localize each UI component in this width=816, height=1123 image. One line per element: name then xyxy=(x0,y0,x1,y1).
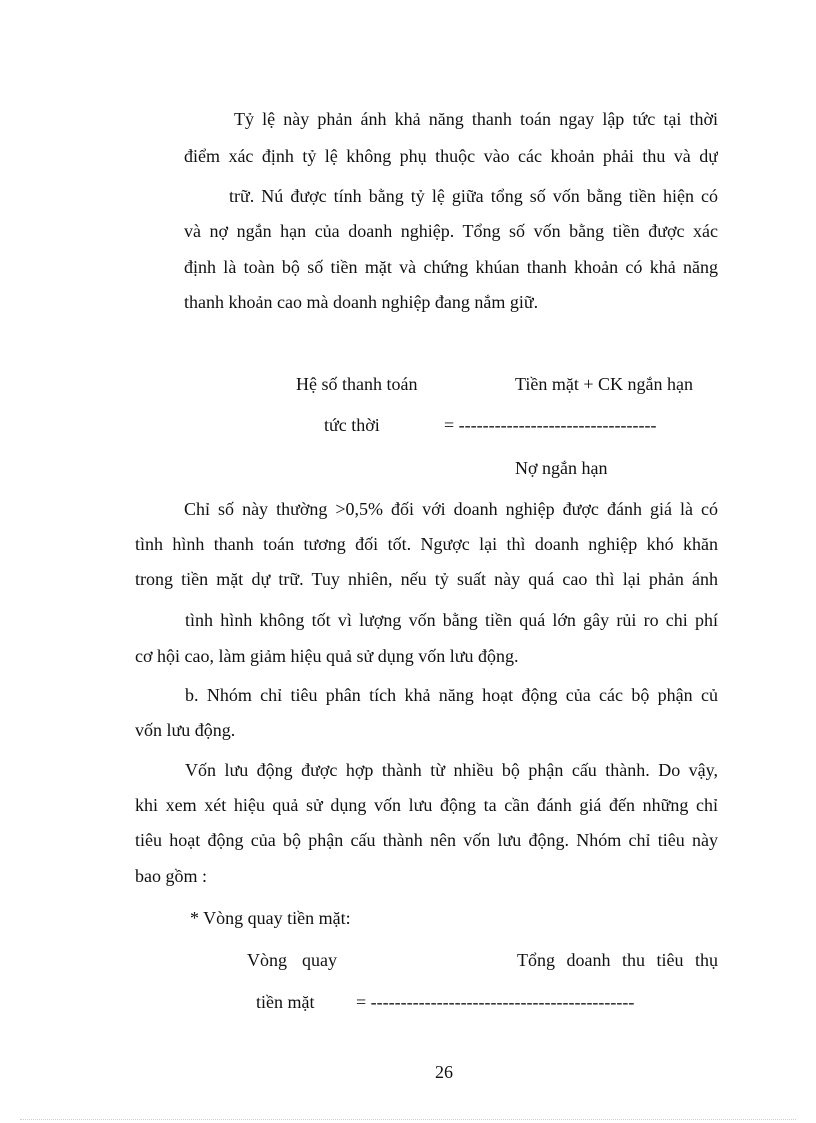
paragraph-line: Vốn lưu động được hợp thành từ nhiều bộ phận cấu thành. Do vậy, xyxy=(185,760,718,780)
formula-fraction-line: = --------------------------------- xyxy=(444,415,657,435)
paragraph-line: khi xem xét hiệu quả sử dụng vốn lưu động ta cần đánh giá đến những chỉ xyxy=(135,795,718,815)
bullet-item: * Vòng quay tiền mặt: xyxy=(190,908,351,928)
paragraph-line: và nợ ngắn hạn của doanh nghiệp. Tổng số vốn bằng tiền được xác xyxy=(184,221,718,241)
formula-label: Vòng quay xyxy=(247,950,337,970)
formula-label: Hệ số thanh toán xyxy=(296,374,418,394)
paragraph-line: tình hình thanh toán tương đối tốt. Ngược lại thì doanh nghiệp khó khăn xyxy=(135,534,718,554)
paragraph-line: Chỉ số này thường >0,5% đối với doanh nghiệp được đánh giá là có xyxy=(184,499,718,519)
paragraph-line: bao gồm : xyxy=(135,866,207,886)
formula-label: tức thời xyxy=(324,415,380,435)
formula-numerator: Tổng doanh thu tiêu thụ xyxy=(517,950,718,970)
formula-fraction-line: = -------------------------------------------- xyxy=(356,992,635,1012)
section-heading: b. Nhóm chỉ tiêu phân tích khả năng hoạt động của các bộ phận củ xyxy=(185,685,718,705)
page-bottom-divider xyxy=(20,1119,796,1120)
paragraph-line: Tỷ lệ này phản ánh khả năng thanh toán ngay lập tức tại thời xyxy=(234,109,718,129)
paragraph-line: điểm xác định tỷ lệ không phụ thuộc vào các khoản phải thu và dự xyxy=(184,146,718,166)
formula-denominator: Nợ ngắn hạn xyxy=(515,458,608,478)
paragraph-line: cơ hội cao, làm giảm hiệu quả sử dụng vốn lưu động. xyxy=(135,646,519,666)
page-number: 26 xyxy=(435,1062,453,1082)
formula-numerator: Tiền mặt + CK ngắn hạn xyxy=(515,374,693,394)
paragraph-line: định là toàn bộ số tiền mặt và chứng khúan thanh khoản có khả năng xyxy=(184,257,718,277)
paragraph-line: thanh khoản cao mà doanh nghiệp đang nắm giữ. xyxy=(184,292,539,312)
section-heading: vốn lưu động. xyxy=(135,720,236,740)
paragraph-line: trong tiền mặt dự trữ. Tuy nhiên, nếu tỷ suất này quá cao thì lại phản ánh xyxy=(135,569,718,589)
formula-label: tiền mặt xyxy=(256,992,315,1012)
paragraph-line: trữ. Nú được tính bằng tỷ lệ giữa tổng số vốn bằng tiền hiện có xyxy=(229,186,718,206)
paragraph-line: tiêu hoạt động của bộ phận cấu thành nên vốn lưu động. Nhóm chỉ tiêu này xyxy=(135,830,718,850)
paragraph-line: tình hình không tốt vì lượng vốn bằng tiền quá lớn gây rủi ro chi phí xyxy=(185,610,718,630)
